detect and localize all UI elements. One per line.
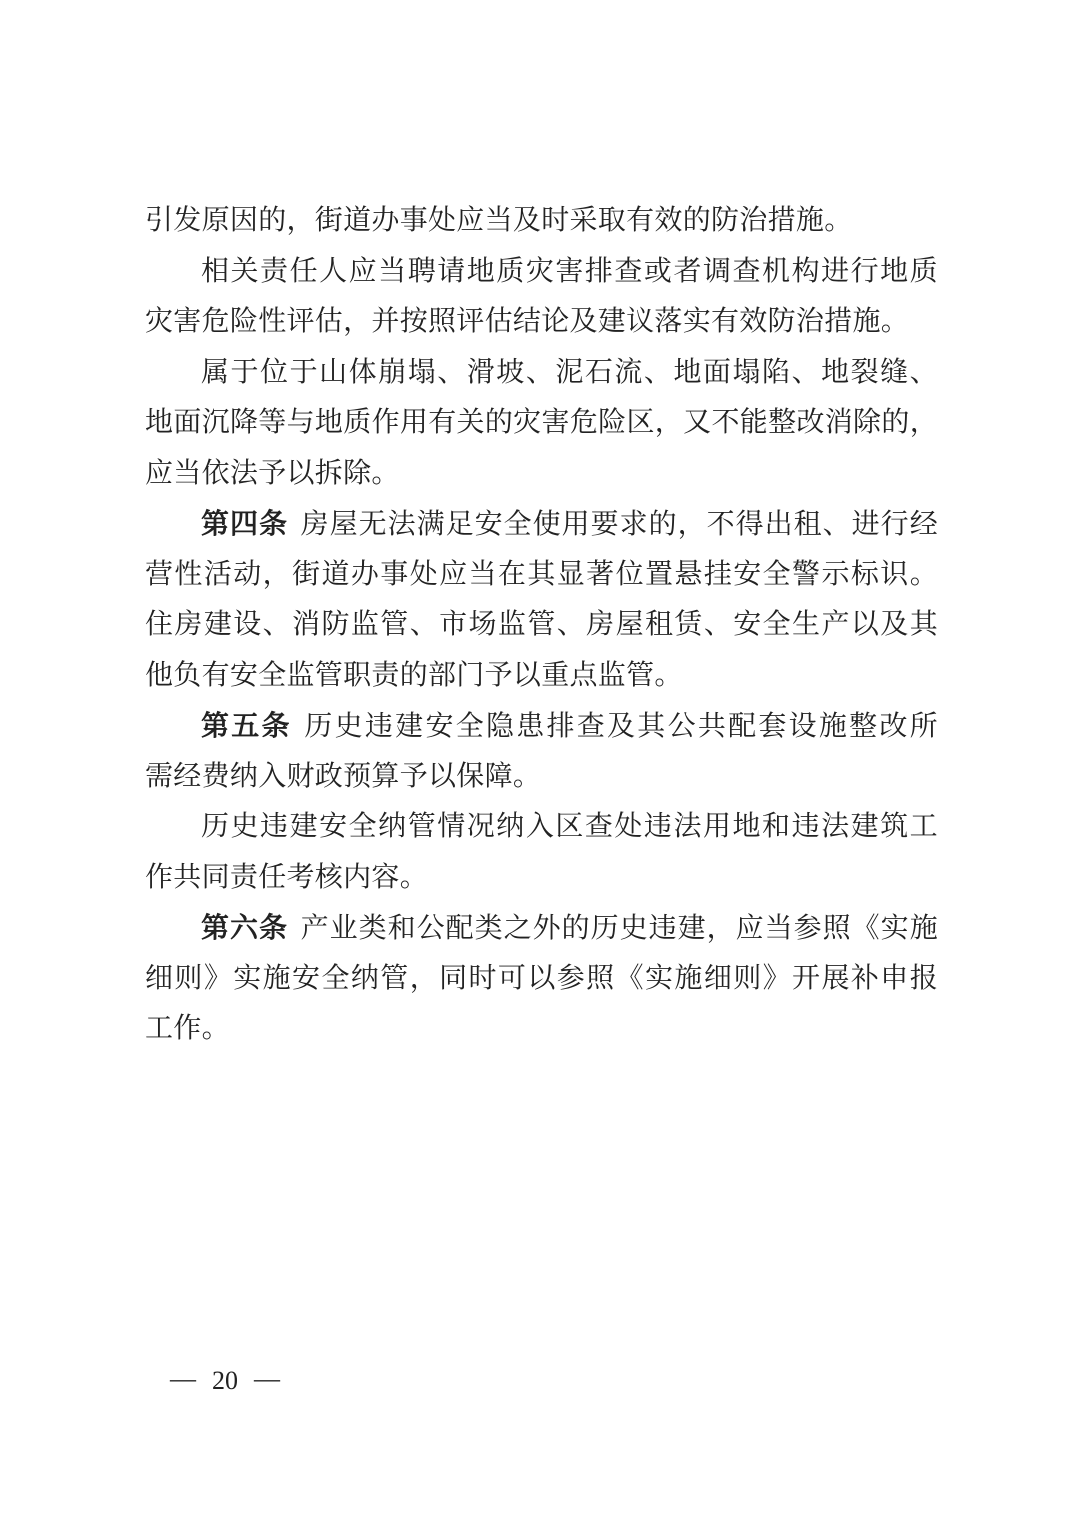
line-text: 需经费纳入财政预算予以保障。 <box>145 760 542 792</box>
line-text: 作共同责任考核内容。 <box>145 861 429 893</box>
line-text: 相关责任人应当聘请地质灾害排查或者调查机构进行地质 <box>201 255 938 287</box>
line-text: 历史违建安全纳管情况纳入区查处违法用地和违法建筑工 <box>201 811 938 842</box>
line-text: 产业类和公配类之外的历史违建，应当参照《实施 <box>300 913 938 944</box>
text-line <box>145 499 938 550</box>
line-text: 细则》实施安全纳管，同时可以参照《实施细则》开展补申报 <box>145 962 938 994</box>
article-number-label: 第四条 <box>201 508 289 539</box>
text-line <box>145 802 938 853</box>
line-text: 历史违建安全隐患排查及其公共配套设施整改所 <box>304 711 938 742</box>
article-number-label: 第五条 <box>201 710 292 741</box>
text-line <box>145 853 938 904</box>
text-line <box>145 247 938 298</box>
page-number: 20 <box>212 1366 238 1395</box>
text-line <box>145 297 938 348</box>
text-line <box>145 348 938 399</box>
text-line <box>145 651 938 702</box>
line-text: 他负有安全监管职责的部门予以重点监管。 <box>145 659 683 691</box>
text-line <box>145 752 938 803</box>
line-text: 引发原因的，街道办事处应当及时采取有效的防治措施。 <box>145 205 853 236</box>
document-body <box>145 196 938 1055</box>
line-text: 工作。 <box>145 1013 230 1044</box>
page-footer <box>170 1366 280 1396</box>
line-text: 营性活动，街道办事处应当在其显著位置悬挂安全警示标识。 <box>145 558 938 590</box>
text-line <box>145 903 938 954</box>
text-line <box>145 196 938 247</box>
footer-dash-left: — <box>170 1364 196 1393</box>
text-line <box>145 954 938 1005</box>
line-text: 住房建设、消防监管、市场监管、房屋租赁、安全生产以及其 <box>145 609 938 640</box>
line-text: 属于位于山体崩塌、滑坡、泥石流、地面塌陷、地裂缝、 <box>201 356 938 388</box>
article-number-label: 第六条 <box>201 912 289 943</box>
text-line <box>145 550 938 601</box>
footer-dash-right: — <box>254 1364 280 1393</box>
line-text: 房屋无法满足安全使用要求的，不得出租、进行经 <box>300 509 938 540</box>
text-line <box>145 600 938 651</box>
line-text: 灾害危险性评估，并按照评估结论及建议落实有效防治措施。 <box>145 306 910 337</box>
text-line <box>145 1004 938 1055</box>
text-line <box>145 398 938 449</box>
text-line <box>145 701 938 752</box>
line-text: 应当依法予以拆除。 <box>145 457 400 489</box>
line-text: 地面沉降等与地质作用有关的灾害危险区，又不能整改消除的， <box>145 407 938 438</box>
text-line <box>145 449 938 500</box>
